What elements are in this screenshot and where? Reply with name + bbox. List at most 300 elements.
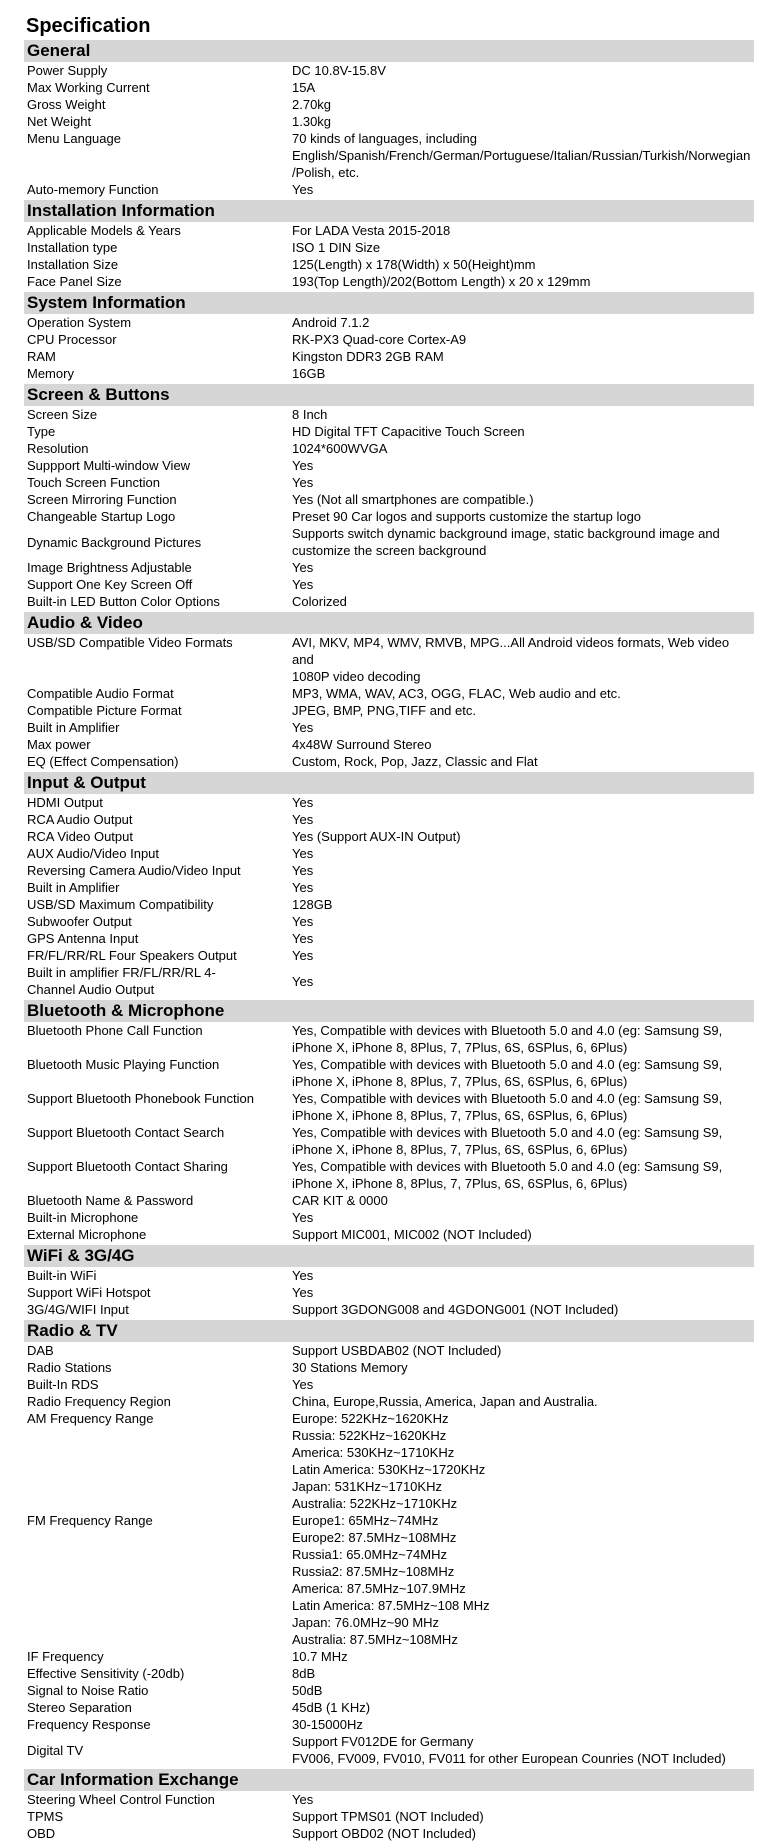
spec-value-line: AVI, MKV, MP4, WMV, RMVB, MPG...All Android videos formats, Web video and (292, 635, 730, 667)
spec-label: Built-in WiFi (27, 1268, 97, 1283)
spec-value (292, 1699, 754, 1716)
spec-value (292, 239, 754, 256)
spec-row (24, 406, 754, 423)
spec-value (292, 736, 754, 753)
spec-value-line: iPhone X, iPhone 8, 8Plus, 7, 7Plus, 6S, 6SPlus, 6, 6Plus) (292, 1040, 628, 1055)
spec-label: Support Bluetooth Contact Search (27, 1125, 225, 1140)
spec-value-line: 30 Stations Memory (292, 1360, 408, 1375)
spec-label: Face Panel Size (27, 274, 122, 289)
spec-value-line: Supports switch dynamic background image, static background image and (292, 526, 720, 541)
spec-label: Stereo Separation (27, 1700, 132, 1715)
spec-value-line: Yes (292, 846, 314, 861)
spec-label: Power Supply (27, 63, 108, 78)
spec-label: Support WiFi Hotspot (27, 1285, 151, 1300)
spec-value-line: Russia2: 87.5MHz~108MHz (292, 1564, 455, 1579)
spec-value (292, 1158, 754, 1192)
spec-row (24, 1022, 754, 1056)
spec-value-line: ISO 1 DIN Size (292, 240, 381, 255)
spec-label: Applicable Models & Years (27, 223, 181, 238)
spec-label: Image Brightness Adjustable (27, 560, 192, 575)
spec-row (24, 1209, 754, 1226)
spec-row (24, 753, 754, 770)
spec-value-line: Russia: 522KHz~1620KHz (292, 1428, 447, 1443)
spec-value-line: Yes (292, 812, 314, 827)
spec-value-line: Japan: 76.0MHz~90 MHz (292, 1615, 440, 1630)
spec-value-line: Japan: 531KHz~1710KHz (292, 1479, 442, 1494)
spec-value-line: Yes (292, 863, 314, 878)
spec-row (24, 491, 754, 508)
spec-value (292, 947, 754, 964)
spec-label: Support Bluetooth Contact Sharing (27, 1159, 228, 1174)
spec-label: 3G/4G/WIFI Input (27, 1302, 129, 1317)
spec-label: Max power (27, 737, 91, 752)
section-header: Radio & TV (24, 1320, 754, 1342)
spec-value-line: English/Spanish/French/German/Portuguese/Italian/Russian/Turkish/Norwegian (292, 148, 751, 163)
spec-value-line: 30-15000Hz (292, 1717, 363, 1732)
spec-label: Radio Stations (27, 1360, 112, 1375)
spec-value (292, 273, 754, 290)
spec-row (24, 845, 754, 862)
spec-label: Compatible Audio Format (27, 686, 174, 701)
spec-label: Subwoofer Output (27, 914, 132, 929)
spec-value (292, 811, 754, 828)
spec-value-line: Yes (292, 880, 314, 895)
spec-value (292, 1342, 754, 1359)
spec-value-line: FV006, FV009, FV010, FV011 for other European Counries (NOT Included) (292, 1751, 726, 1766)
spec-row (24, 365, 754, 382)
spec-value (292, 702, 754, 719)
spec-value-line: iPhone X, iPhone 8, 8Plus, 7, 7Plus, 6S, 6SPlus, 6, 6Plus) (292, 1074, 628, 1089)
spec-row (24, 348, 754, 365)
spec-row (24, 702, 754, 719)
spec-value (292, 593, 754, 610)
spec-row (24, 1733, 754, 1767)
spec-label: Net Weight (27, 114, 92, 129)
spec-label: Built in Amplifier (27, 720, 120, 735)
spec-row (24, 879, 754, 896)
spec-value (292, 406, 754, 423)
spec-value-line: Yes (292, 1377, 314, 1392)
spec-label: HDMI Output (27, 795, 103, 810)
spec-row (24, 1682, 754, 1699)
spec-value-line: Yes (292, 1210, 314, 1225)
section-header: System Information (24, 292, 754, 314)
spec-value (292, 113, 754, 130)
spec-value (292, 1284, 754, 1301)
spec-value (292, 1301, 754, 1318)
spec-value (292, 1359, 754, 1376)
spec-value (292, 79, 754, 96)
spec-label: Menu Language (27, 131, 121, 146)
spec-value (292, 913, 754, 930)
spec-row (24, 1284, 754, 1301)
spec-value-line: Latin America: 530KHz~1720KHz (292, 1462, 486, 1477)
spec-row (24, 1342, 754, 1359)
spec-label: IF Frequency (27, 1649, 104, 1664)
spec-value-line: JPEG, BMP, PNG,TIFF and etc. (292, 703, 476, 718)
spec-row (24, 736, 754, 753)
spec-row (24, 913, 754, 930)
spec-label: Digital TV (27, 1742, 84, 1758)
spec-value (292, 508, 754, 525)
spec-value-line: 70 kinds of languages, including (292, 131, 478, 146)
spec-label: Installation type (27, 240, 118, 255)
spec-value (292, 753, 754, 770)
spec-value (292, 365, 754, 382)
spec-value-line: Europe2: 87.5MHz~108MHz (292, 1530, 457, 1545)
spec-value-line: Support TPMS01 (NOT Included) (292, 1809, 484, 1824)
spec-value-line: Yes (292, 1285, 314, 1300)
spec-value-line: 2.70kg (292, 97, 332, 112)
spec-row (24, 811, 754, 828)
spec-value-line: Yes (292, 475, 314, 490)
spec-label: TPMS (27, 1809, 64, 1824)
spec-value (292, 1090, 754, 1124)
spec-label: Bluetooth Name & Password (27, 1193, 194, 1208)
spec-row (24, 1716, 754, 1733)
section-header: Bluetooth & Microphone (24, 1000, 754, 1022)
spec-label: Screen Mirroring Function (27, 492, 177, 507)
spec-value (292, 1056, 754, 1090)
spec-row (24, 1512, 754, 1648)
spec-row (24, 1124, 754, 1158)
spec-row (24, 130, 754, 181)
spec-label: Built-in Microphone (27, 1210, 139, 1225)
spec-row (24, 1267, 754, 1284)
spec-value-line: 1024*600WVGA (292, 441, 388, 456)
spec-value-line: Latin America: 87.5MHz~108 MHz (292, 1598, 490, 1613)
spec-value (292, 794, 754, 811)
spec-label: Gross Weight (27, 97, 106, 112)
spec-value-line: Android 7.1.2 (292, 315, 370, 330)
spec-value-line: MP3, WMA, WAV, AC3, OGG, FLAC, Web audio and etc. (292, 686, 621, 701)
spec-value-line: Yes (Not all smartphones are compatible.) (292, 492, 534, 507)
spec-row (24, 559, 754, 576)
spec-value (292, 181, 754, 198)
spec-label: FR/FL/RR/RL Four Speakers Output (27, 948, 237, 963)
spec-label: Reversing Camera Audio/Video Input (27, 863, 241, 878)
spec-value-line: 193(Top Length)/202(Bottom Length) x 20 x 129mm (292, 274, 591, 289)
spec-value (292, 96, 754, 113)
spec-label: Bluetooth Music Playing Function (27, 1057, 220, 1072)
spec-label: Signal to Noise Ratio (27, 1683, 149, 1698)
spec-value-line: Yes, Compatible with devices with Bluetooth 5.0 and 4.0 (eg: Samsung S9, (292, 1091, 723, 1106)
spec-value-line: Yes (292, 1268, 314, 1283)
spec-row (24, 96, 754, 113)
spec-row (24, 1090, 754, 1124)
spec-value (292, 1648, 754, 1665)
spec-label: RCA Audio Output (27, 812, 133, 827)
spec-value-line: Australia: 87.5MHz~108MHz (292, 1632, 458, 1647)
spec-label: Radio Frequency Region (27, 1394, 171, 1409)
spec-row (24, 525, 754, 559)
spec-value-line: 50dB (292, 1683, 323, 1698)
spec-label: USB/SD Compatible Video Formats (27, 635, 233, 650)
spec-value-line: 128GB (292, 897, 333, 912)
spec-value-line: Yes (292, 182, 314, 197)
spec-label: Built-In RDS (27, 1377, 99, 1392)
spec-row (24, 1648, 754, 1665)
spec-value (292, 331, 754, 348)
spec-value-line: Yes (292, 973, 314, 989)
spec-value-line: Custom, Rock, Pop, Jazz, Classic and Flat (292, 754, 538, 769)
spec-row (24, 634, 754, 685)
spec-value-line: Yes (292, 577, 314, 592)
spec-value-line: 10.7 MHz (292, 1649, 348, 1664)
spec-label: OBD (27, 1826, 56, 1841)
spec-value (292, 1808, 754, 1825)
spec-value-line: 15A (292, 80, 316, 95)
spec-label: DAB (27, 1343, 54, 1358)
spec-label: Resolution (27, 441, 89, 456)
spec-value-line: Support FV012DE for Germany (292, 1734, 474, 1749)
spec-row (24, 593, 754, 610)
spec-row (24, 1791, 754, 1808)
page-title: Specification (26, 15, 151, 37)
spec-label: AM Frequency Range (27, 1411, 154, 1426)
spec-value (292, 559, 754, 576)
spec-value (292, 1512, 754, 1648)
spec-label: Changeable Startup Logo (27, 509, 176, 524)
spec-row (24, 1393, 754, 1410)
spec-value (292, 474, 754, 491)
spec-sheet (24, 14, 754, 1842)
spec-value (292, 1825, 754, 1842)
spec-label: Compatible Picture Format (27, 703, 182, 718)
section-header: General (24, 40, 754, 62)
spec-row (24, 794, 754, 811)
spec-value-line: Yes (292, 458, 314, 473)
spec-row (24, 1226, 754, 1243)
spec-row (24, 685, 754, 702)
spec-label: Type (27, 424, 56, 439)
spec-value (292, 685, 754, 702)
spec-value (292, 1124, 754, 1158)
spec-value-line: Europe1: 65MHz~74MHz (292, 1513, 439, 1528)
spec-value (292, 314, 754, 331)
spec-value (292, 525, 754, 559)
spec-label: Suppport Multi-window View (27, 458, 191, 473)
spec-value (292, 879, 754, 896)
spec-label: Touch Screen Function (27, 475, 160, 490)
spec-row (24, 508, 754, 525)
spec-label: Effective Sensitivity (-20db) (27, 1666, 185, 1681)
spec-value (292, 1410, 754, 1512)
spec-value (292, 1209, 754, 1226)
spec-row (24, 1410, 754, 1512)
spec-value-line: Yes, Compatible with devices with Bluetooth 5.0 and 4.0 (eg: Samsung S9, (292, 1125, 723, 1140)
spec-label: USB/SD Maximum Compatibility (27, 897, 214, 912)
spec-value (292, 719, 754, 736)
spec-value-line: China, Europe,Russia, America, Japan and Australia. (292, 1394, 598, 1409)
spec-value (292, 1716, 754, 1733)
spec-row (24, 256, 754, 273)
spec-value (292, 1791, 754, 1808)
spec-row (24, 1699, 754, 1716)
spec-row (24, 1825, 754, 1842)
spec-value-line: Russia1: 65.0MHz~74MHz (292, 1547, 447, 1562)
spec-value-line: iPhone X, iPhone 8, 8Plus, 7, 7Plus, 6S, 6SPlus, 6, 6Plus) (292, 1108, 628, 1123)
spec-label: AUX Audio/Video Input (27, 846, 160, 861)
spec-value-line: Yes (292, 560, 314, 575)
spec-value-line: Yes (292, 720, 314, 735)
spec-value (292, 130, 754, 181)
spec-value (292, 576, 754, 593)
spec-value-line: Support 3GDONG008 and 4GDONG001 (NOT Included) (292, 1302, 619, 1317)
spec-value (292, 256, 754, 273)
spec-value-line: Yes, Compatible with devices with Bluetooth 5.0 and 4.0 (eg: Samsung S9, (292, 1057, 723, 1072)
spec-value-line: customize the screen background (292, 543, 487, 558)
spec-label: Installation Size (27, 257, 119, 272)
spec-row (24, 331, 754, 348)
section-header: Screen & Buttons (24, 384, 754, 406)
spec-value (292, 930, 754, 947)
spec-value (292, 1192, 754, 1209)
spec-value (292, 973, 754, 990)
spec-row (24, 1158, 754, 1192)
spec-row (24, 719, 754, 736)
spec-label: Bluetooth Phone Call Function (27, 1023, 203, 1038)
section-header: Car Information Exchange (24, 1769, 754, 1791)
spec-value (292, 1226, 754, 1243)
spec-row (24, 273, 754, 290)
spec-value (292, 348, 754, 365)
spec-label: Memory (27, 366, 74, 381)
spec-sections (24, 40, 754, 1842)
spec-value (292, 1022, 754, 1056)
spec-row (24, 964, 754, 998)
spec-value (292, 457, 754, 474)
spec-row (24, 474, 754, 491)
spec-label: Support One Key Screen Off (27, 577, 193, 592)
spec-label: FM Frequency Range (27, 1513, 153, 1528)
section-header: Installation Information (24, 200, 754, 222)
section-header: Audio & Video (24, 612, 754, 634)
spec-value (292, 862, 754, 879)
spec-row (24, 62, 754, 79)
spec-value-line: DC 10.8V-15.8V (292, 63, 386, 78)
spec-label: Built in Amplifier (27, 880, 120, 895)
spec-label: Operation System (27, 315, 132, 330)
spec-value-line: Yes (292, 948, 314, 963)
spec-value (292, 634, 754, 685)
spec-value-line: Kingston DDR3 2GB RAM (292, 349, 444, 364)
spec-label: Dynamic Background Pictures (27, 534, 202, 550)
spec-value-line: Yes, Compatible with devices with Bluetooth 5.0 and 4.0 (eg: Samsung S9, (292, 1023, 723, 1038)
spec-value-line: RK-PX3 Quad-core Cortex-A9 (292, 332, 467, 347)
spec-value-line: iPhone X, iPhone 8, 8Plus, 7, 7Plus, 6S, 6SPlus, 6, 6Plus) (292, 1142, 628, 1157)
spec-value-line: Support USBDAB02 (NOT Included) (292, 1343, 502, 1358)
spec-value-line: 8 Inch (292, 407, 328, 422)
spec-label: External Microphone (27, 1227, 147, 1242)
spec-value-line: Yes (292, 795, 314, 810)
spec-row (24, 930, 754, 947)
spec-row (24, 862, 754, 879)
spec-value-line: 1.30kg (292, 114, 332, 129)
spec-value-line: Support OBD02 (NOT Included) (292, 1826, 477, 1841)
spec-row (24, 1359, 754, 1376)
spec-value (292, 491, 754, 508)
spec-row (24, 457, 754, 474)
spec-row (24, 314, 754, 331)
spec-value-line: Support MIC001, MIC002 (NOT Included) (292, 1227, 532, 1242)
spec-value-line: 45dB (1 KHz) (292, 1700, 371, 1715)
spec-value-line: CAR KIT & 0000 (292, 1193, 388, 1208)
spec-row (24, 423, 754, 440)
spec-row (24, 239, 754, 256)
spec-label: RAM (27, 349, 56, 364)
spec-row (24, 947, 754, 964)
spec-value-line: /Polish, etc. (292, 165, 360, 180)
spec-value-line: Europe: 522KHz~1620KHz (292, 1411, 449, 1426)
spec-row (24, 1376, 754, 1393)
spec-value (292, 1393, 754, 1410)
spec-value-line: Yes (292, 931, 314, 946)
spec-value (292, 62, 754, 79)
section-header: WiFi & 3G/4G (24, 1245, 754, 1267)
spec-row (24, 576, 754, 593)
spec-value (292, 1665, 754, 1682)
spec-row (24, 222, 754, 239)
spec-value-line: America: 530KHz~1710KHz (292, 1445, 455, 1460)
spec-row (24, 1808, 754, 1825)
spec-value-line: 4x48W Surround Stereo (292, 737, 432, 752)
spec-row (24, 1665, 754, 1682)
spec-value-line: 1080P video decoding (292, 669, 421, 684)
spec-row (24, 1192, 754, 1209)
spec-row (24, 828, 754, 845)
spec-value (292, 1733, 754, 1767)
spec-value-line: Yes (292, 914, 314, 929)
spec-value-line: Yes (292, 1792, 314, 1807)
section-header: Input & Output (24, 772, 754, 794)
spec-value-line: iPhone X, iPhone 8, 8Plus, 7, 7Plus, 6S, 6SPlus, 6, 6Plus) (292, 1176, 628, 1191)
spec-label: Frequency Response (27, 1717, 151, 1732)
spec-label: Steering Wheel Control Function (27, 1792, 215, 1807)
spec-label: Built-in LED Button Color Options (27, 594, 220, 609)
spec-value-line: 125(Length) x 178(Width) x 50(Height)mm (292, 257, 536, 272)
spec-value-line: 8dB (292, 1666, 316, 1681)
spec-value (292, 896, 754, 913)
spec-label: EQ (Effect Compensation) (27, 754, 179, 769)
spec-value-line: 16GB (292, 366, 326, 381)
spec-label: Built in amplifier FR/FL/RR/RL 4-Channel Audio Output (27, 965, 216, 997)
spec-value (292, 1682, 754, 1699)
spec-row (24, 113, 754, 130)
spec-label: Support Bluetooth Phonebook Function (27, 1091, 254, 1106)
spec-label: GPS Antenna Input (27, 931, 139, 946)
spec-value-line: For LADA Vesta 2015-2018 (292, 223, 451, 238)
spec-value-line: Preset 90 Car logos and supports customize the startup logo (292, 509, 642, 524)
spec-value-line: America: 87.5MHz~107.9MHz (292, 1581, 466, 1596)
spec-value (292, 222, 754, 239)
spec-value (292, 845, 754, 862)
spec-row (24, 896, 754, 913)
spec-value (292, 440, 754, 457)
spec-value-line: Australia: 522KHz~1710KHz (292, 1496, 458, 1511)
spec-value (292, 1267, 754, 1284)
spec-label: RCA Video Output (27, 829, 133, 844)
spec-label: Max Working Current (27, 80, 150, 95)
spec-label: Screen Size (27, 407, 98, 422)
spec-row (24, 181, 754, 198)
spec-value-line: Colorized (292, 594, 347, 609)
spec-value (292, 423, 754, 440)
spec-label: Auto-memory Function (27, 182, 159, 197)
spec-value-line: Yes, Compatible with devices with Bluetooth 5.0 and 4.0 (eg: Samsung S9, (292, 1159, 723, 1174)
spec-row (24, 1056, 754, 1090)
spec-value (292, 828, 754, 845)
